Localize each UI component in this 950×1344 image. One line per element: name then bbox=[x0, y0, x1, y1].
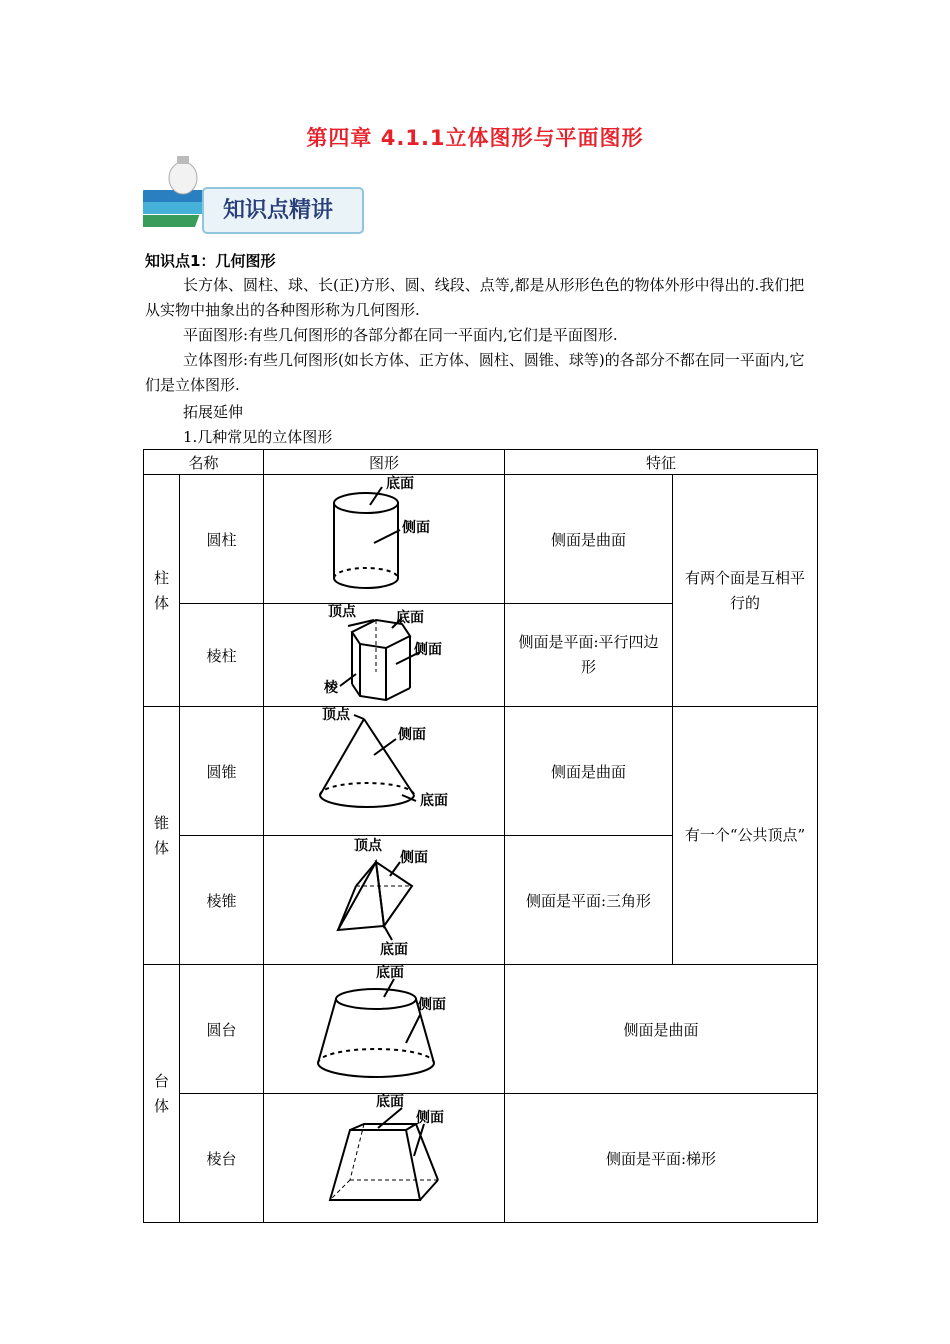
subheading: 1.几种常见的立体图形 bbox=[183, 428, 333, 446]
row-name: 棱锥 bbox=[180, 836, 264, 965]
label-leng: 棱 bbox=[324, 680, 338, 696]
label-cemian: 侧面 bbox=[400, 850, 428, 866]
label-cemian: 侧面 bbox=[416, 1110, 444, 1126]
badge-label: 知识点精讲 bbox=[223, 198, 334, 223]
figure-prism bbox=[264, 604, 505, 707]
paragraph-solid: 立体图形:有些几何图形(如长方体、正方体、圆柱、圆锥、球等)的各部分不都在同一平面内,它们是立体图形. bbox=[145, 351, 805, 394]
label-cemian: 侧面 bbox=[418, 997, 446, 1013]
section-heading: 知识点1：几何图形 bbox=[145, 252, 276, 270]
group-zhui: 锥体 bbox=[144, 707, 180, 965]
row-name: 圆柱 bbox=[180, 475, 264, 604]
row-name: 棱柱 bbox=[180, 604, 264, 707]
label-dimian: 底面 bbox=[386, 476, 414, 492]
label-dingdian: 顶点 bbox=[322, 707, 350, 723]
extension-label: 拓展延伸 bbox=[183, 403, 244, 421]
row-feature: 侧面是曲面 bbox=[505, 475, 673, 604]
label-cemian: 侧面 bbox=[402, 520, 430, 536]
common-zhu: 有两个面是互相平行的 bbox=[673, 475, 818, 707]
figure-pyramid bbox=[264, 836, 505, 965]
group-tai: 台体 bbox=[144, 965, 180, 1223]
page-title: 第四章 4.1.1立体图形与平面图形 bbox=[306, 126, 644, 150]
label-dimian: 底面 bbox=[376, 1094, 404, 1110]
label-dingdian: 顶点 bbox=[328, 604, 356, 620]
header-name: 名称 bbox=[144, 450, 264, 475]
figure-frustum-cone bbox=[264, 965, 505, 1094]
row-name: 棱台 bbox=[180, 1094, 264, 1223]
label-dimian: 底面 bbox=[396, 610, 424, 626]
row-feature: 侧面是曲面 bbox=[505, 707, 673, 836]
paragraph-intro: 长方体、圆柱、球、长(正)方形、圆、线段、点等,都是从形形色色的物体外形中得出的.我们把从实物中抽象出的各种图形称为几何图形. bbox=[145, 276, 805, 319]
label-dimian: 底面 bbox=[376, 965, 404, 981]
figure-cone bbox=[264, 707, 505, 836]
label-dingdian: 顶点 bbox=[354, 838, 382, 854]
row-feature: 侧面是曲面 bbox=[505, 965, 818, 1094]
label-cemian: 侧面 bbox=[398, 727, 426, 743]
label-dimian: 底面 bbox=[380, 942, 408, 958]
label-dimian: 底面 bbox=[420, 793, 448, 809]
solids-table bbox=[143, 449, 818, 1223]
figure-cylinder bbox=[264, 475, 505, 604]
paragraph-plane: 平面图形:有些几何图形的各部分都在同一平面内,它们是平面图形. bbox=[183, 326, 618, 344]
row-feature: 侧面是平面:平行四边形 bbox=[505, 604, 673, 707]
row-name: 圆台 bbox=[180, 965, 264, 1094]
header-figure: 图形 bbox=[264, 450, 505, 475]
row-name: 圆锥 bbox=[180, 707, 264, 836]
row-feature: 侧面是平面:三角形 bbox=[505, 836, 673, 965]
label-cemian: 侧面 bbox=[414, 642, 442, 658]
row-feature: 侧面是平面:梯形 bbox=[505, 1094, 818, 1223]
header-feature: 特征 bbox=[505, 450, 818, 475]
common-zhui: 有一个“公共顶点” bbox=[673, 707, 818, 965]
group-zhu: 柱体 bbox=[144, 475, 180, 707]
figure-frustum-prism bbox=[264, 1094, 505, 1223]
